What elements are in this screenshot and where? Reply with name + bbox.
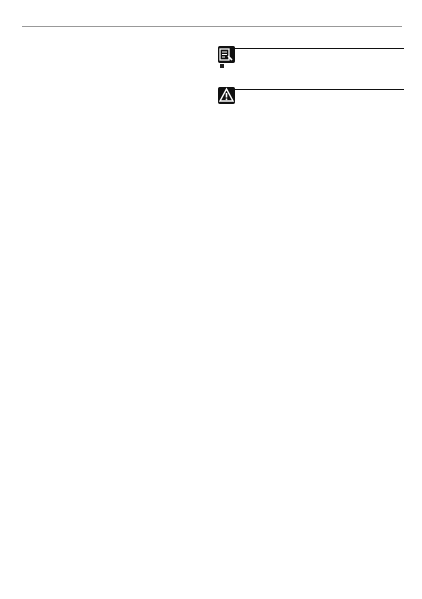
warning-icon xyxy=(218,87,235,104)
usage-heading xyxy=(218,44,404,49)
page-header xyxy=(22,12,402,27)
content-column xyxy=(218,44,404,100)
safety-heading xyxy=(218,85,404,90)
info-icon xyxy=(218,46,235,63)
